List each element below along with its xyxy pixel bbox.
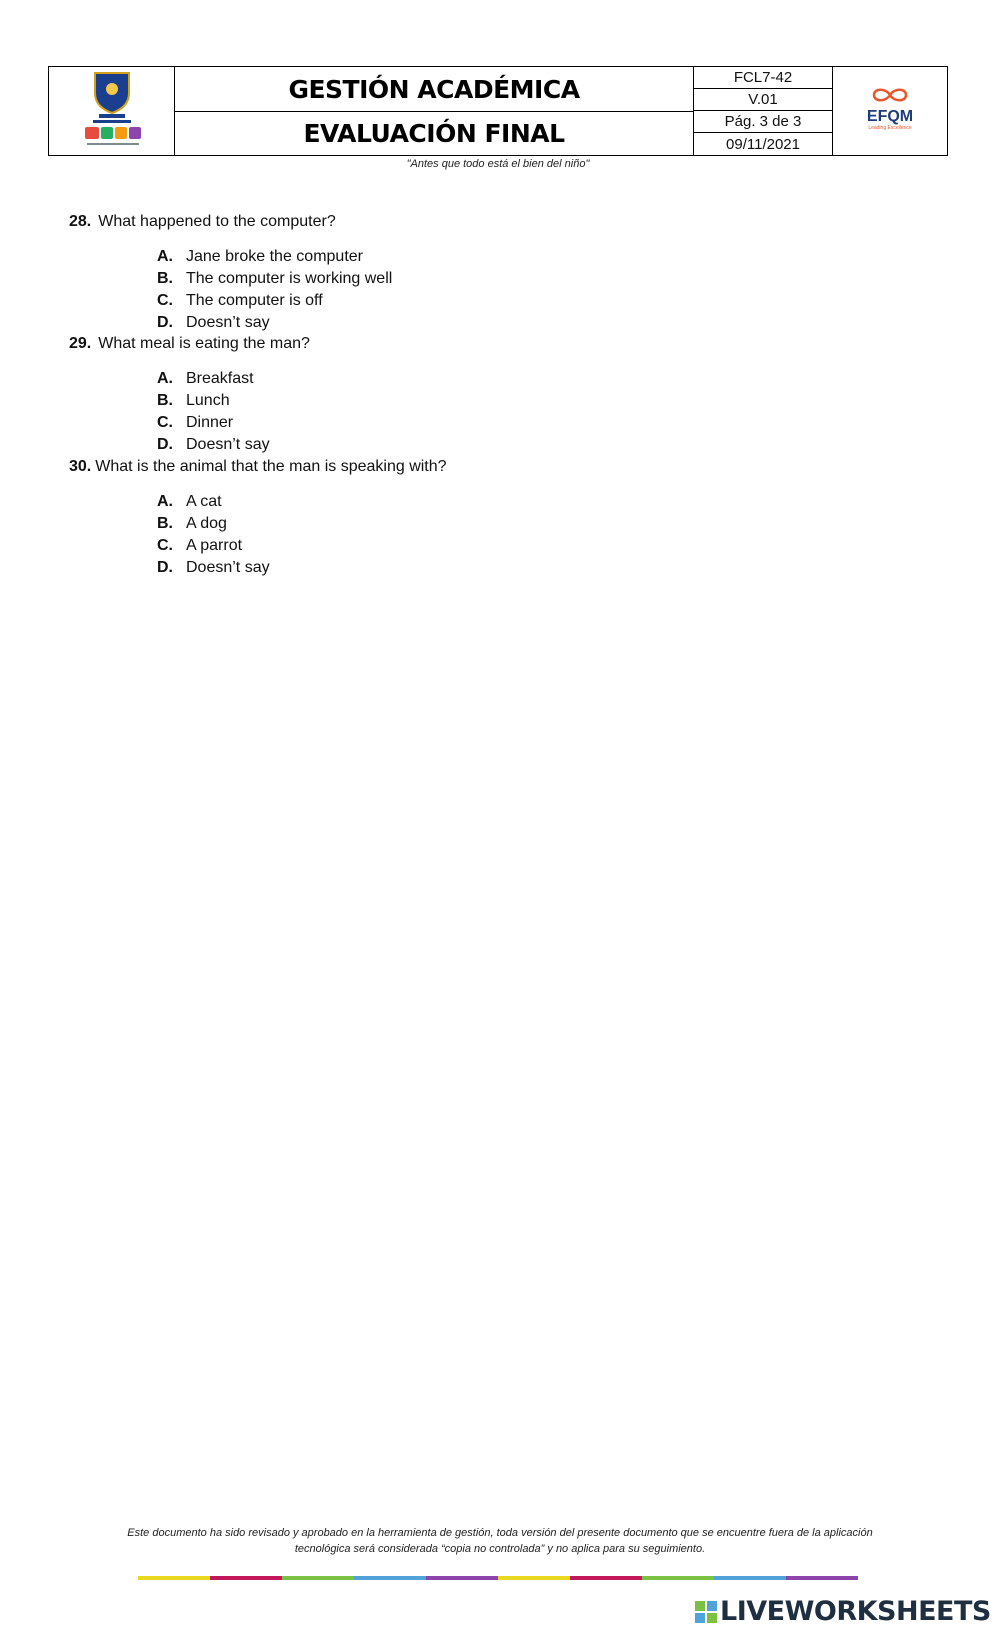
option-28-a[interactable] (157, 248, 363, 266)
doc-version: V.01 (694, 89, 833, 111)
color-bar-segment (714, 1576, 786, 1580)
option-letter: D. (157, 314, 173, 331)
option-text: The computer is off (186, 292, 323, 309)
school-motto: "Antes que todo está el bien del niño" (406, 158, 590, 170)
option-letter: D. (157, 436, 173, 453)
color-bar-segment (282, 1576, 354, 1580)
color-bar-segment (642, 1576, 714, 1580)
option-letter: A. (157, 248, 173, 265)
option-text: Doesn’t say (186, 436, 270, 453)
option-28-b[interactable] (157, 270, 392, 288)
option-text: A dog (186, 515, 227, 532)
option-letter: B. (157, 270, 173, 287)
option-28-d[interactable] (157, 314, 270, 332)
question-28 (69, 213, 336, 231)
question-text: What meal is eating the man? (98, 335, 310, 352)
color-bar-segment (498, 1576, 570, 1580)
option-text: The computer is working well (186, 270, 393, 287)
option-29-a[interactable] (157, 370, 254, 388)
efqm-infinity-icon (870, 86, 910, 104)
option-text: A cat (186, 493, 222, 510)
option-28-c[interactable] (157, 292, 323, 310)
efqm-logo (833, 67, 947, 155)
question-text: What is the animal that the man is speaking with? (95, 458, 447, 475)
liveworksheets-wordmark: LIVEWORKSHEETS (720, 1596, 991, 1627)
liveworksheets-logo-icon (694, 1600, 718, 1624)
option-30-b[interactable] (157, 515, 227, 533)
question-number: 29. (69, 335, 92, 352)
option-text: Doesn’t say (186, 314, 270, 331)
question-number: 30. (69, 458, 92, 475)
efqm-tagline: Leading Excellence (868, 125, 912, 131)
option-text: A parrot (186, 537, 243, 554)
option-30-c[interactable] (157, 537, 242, 555)
question-text: What happened to the computer? (98, 213, 336, 230)
document-header (48, 66, 948, 156)
header-title: GESTIÓN ACADÉMICA (288, 74, 580, 104)
option-29-b[interactable] (157, 392, 230, 410)
option-letter: C. (157, 537, 173, 554)
footer-disclaimer-line1: Este documento ha sido revisado y aprobado en la herramienta de gestión, toda versión del presente documento que se encuentre fuera de la aplicación (127, 1527, 873, 1539)
option-30-a[interactable] (157, 493, 222, 511)
question-number: 28. (69, 213, 92, 230)
color-bar-segment (786, 1576, 858, 1580)
option-29-c[interactable] (157, 414, 233, 432)
header-title-cell (175, 67, 694, 112)
question-30 (69, 458, 447, 476)
option-letter: A. (157, 493, 173, 510)
doc-code: FCL7-42 (694, 67, 833, 89)
footer-disclaimer-line2: tecnológica será considerada “copia no controlada” y no aplica para su seguimiento. (294, 1543, 706, 1555)
header-subtitle-cell (175, 112, 694, 155)
header-subtitle: EVALUACIÓN FINAL (303, 119, 565, 148)
school-logo-cell (49, 67, 175, 155)
option-29-d[interactable] (157, 436, 270, 454)
color-bar-segment (138, 1576, 210, 1580)
option-text: Breakfast (186, 370, 254, 387)
school-crest-logo (49, 67, 175, 155)
doc-date: 09/11/2021 (694, 133, 833, 155)
color-bar-segment (426, 1576, 498, 1580)
option-text: Doesn’t say (186, 559, 270, 576)
color-bar-segment (354, 1576, 426, 1580)
color-bar-segment (210, 1576, 282, 1580)
option-letter: C. (157, 414, 173, 431)
option-letter: A. (157, 370, 173, 387)
option-text: Jane broke the computer (186, 248, 363, 265)
option-letter: D. (157, 559, 173, 576)
liveworksheets-brand[interactable] (694, 1596, 991, 1627)
option-text: Lunch (186, 392, 230, 409)
efqm-label: EFQM (866, 108, 914, 125)
footer-color-bar (138, 1576, 858, 1580)
option-letter: C. (157, 292, 173, 309)
option-text: Dinner (186, 414, 234, 431)
option-letter: B. (157, 392, 173, 409)
footer-disclaimer (80, 1525, 920, 1557)
option-30-d[interactable] (157, 559, 270, 577)
color-bar-segment (570, 1576, 642, 1580)
option-letter: B. (157, 515, 173, 532)
question-29 (69, 335, 310, 353)
doc-page: Pág. 3 de 3 (694, 111, 833, 133)
